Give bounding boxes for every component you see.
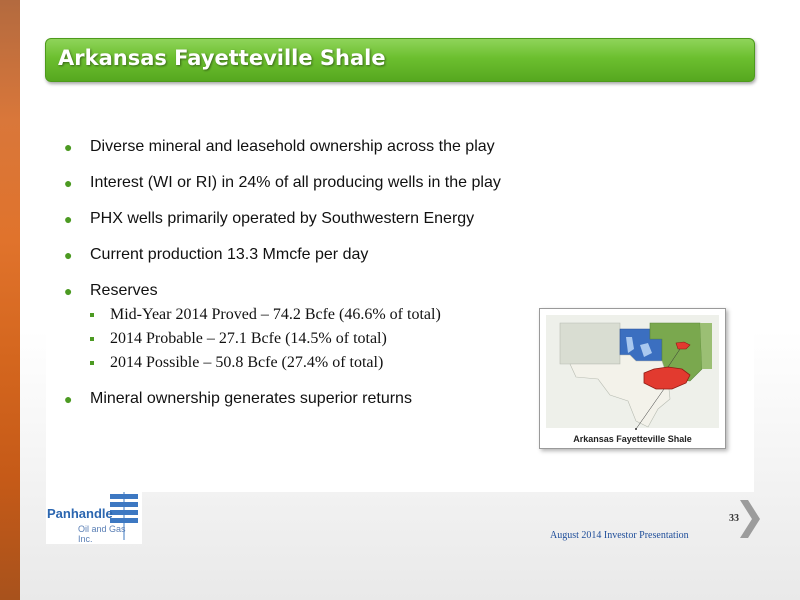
bullet-dot-icon: ● (64, 247, 73, 263)
bullet-dot-icon: ● (64, 175, 73, 191)
square-bullet-icon (90, 337, 94, 341)
reserves-text: 2014 Possible – 50.8 Bcfe (27.4% of total) (110, 354, 384, 371)
slide-title: Arkansas Fayetteville Shale (58, 46, 386, 70)
bullet-item (64, 135, 544, 171)
shale-map-image (539, 308, 726, 449)
bullet-text: Current production 13.3 Mmcfe per day (90, 246, 369, 263)
side-accent-bar (0, 0, 20, 600)
bullet-text: Diverse mineral and leasehold ownership across the play (90, 138, 495, 155)
bullet-text: Reserves (90, 282, 158, 299)
bullet-dot-icon: ● (64, 283, 73, 299)
reserves-text: Mid-Year 2014 Proved – 74.2 Bcfe (46.6% of total) (110, 306, 441, 323)
bullet-text: Interest (WI or RI) in 24% of all producing wells in the play (90, 174, 501, 191)
bullet-list (64, 135, 544, 423)
reserves-item (90, 303, 544, 327)
reserves-item (90, 351, 544, 375)
bullet-text: Mineral ownership generates superior returns (90, 390, 412, 407)
logo-subtitle: Oil and Gas Inc. (78, 524, 126, 544)
bullet-item (64, 171, 544, 207)
logo-name: Panhandle (47, 506, 113, 521)
map-caption: Arkansas Fayetteville Shale (573, 434, 692, 444)
bullet-item-reserves (64, 279, 544, 303)
reserves-item (90, 327, 544, 351)
bullet-item (64, 207, 544, 243)
square-bullet-icon (90, 313, 94, 317)
us-map-icon (540, 309, 725, 448)
reserves-sublist (90, 303, 544, 375)
bullet-dot-icon: ● (64, 391, 73, 407)
page-number: 33 (729, 513, 739, 524)
next-chevron-icon (738, 498, 762, 540)
bullet-dot-icon: ● (64, 211, 73, 227)
presentation-footer: August 2014 Investor Presentation (550, 530, 689, 541)
bullet-item (64, 243, 544, 279)
company-logo (46, 492, 142, 544)
bullet-dot-icon: ● (64, 139, 73, 155)
title-banner (45, 38, 755, 82)
bullet-item (64, 387, 544, 423)
square-bullet-icon (90, 361, 94, 365)
reserves-text: 2014 Probable – 27.1 Bcfe (14.5% of total) (110, 330, 387, 347)
bullet-text: PHX wells primarily operated by Southwestern Energy (90, 210, 475, 227)
